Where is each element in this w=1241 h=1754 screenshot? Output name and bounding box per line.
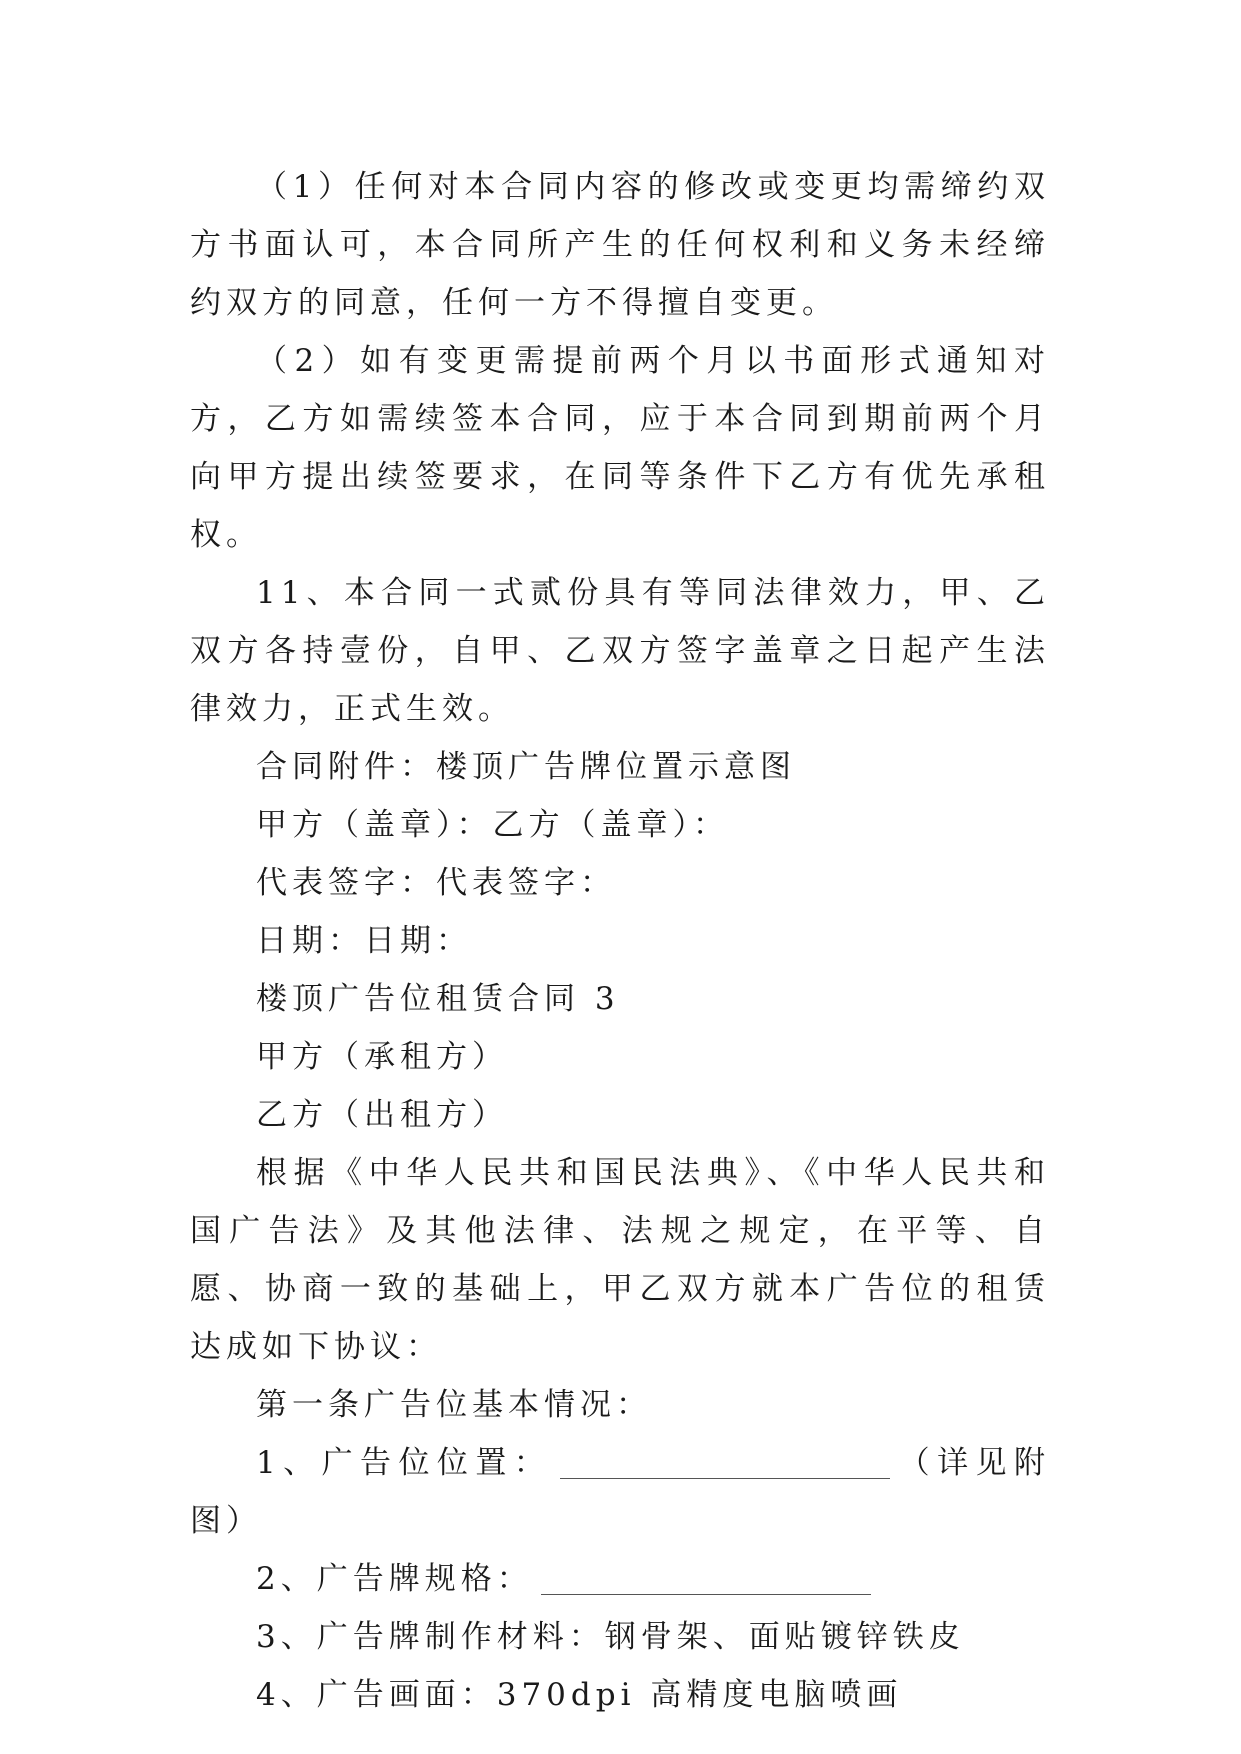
preamble-paragraph: 根据《中华人民共和国民法典》、《中华人民共和国广告法》及其他法律、法规之规定，在平等、自愿、协商一致的基础上，甲乙双方就本广告位的租赁达成如下协议： xyxy=(190,1155,1050,1365)
item-size-label: 2、广告牌规格： xyxy=(256,1561,533,1597)
date-line: 日期：日期： xyxy=(256,923,472,959)
item-location-label: 1、广告位位置： xyxy=(256,1445,553,1481)
signature-line: 代表签字：代表签字： xyxy=(256,865,616,901)
paragraph-renewal-clause: （2）如有变更需提前两个月以书面形式通知对方，乙方如需续签本合同，应于本合同到期前两个月向甲方提出续签要求，在同等条件下乙方有优先承租权。 xyxy=(190,343,1050,553)
size-blank-line xyxy=(541,1564,871,1595)
location-blank-line xyxy=(560,1448,890,1479)
attachment-line: 合同附件：楼顶广告牌位置示意图 xyxy=(256,749,796,785)
party-b-line: 乙方（出租方） xyxy=(256,1097,508,1133)
item-location xyxy=(190,1434,1050,1550)
seal-line: 甲方（盖章）：乙方（盖章）： xyxy=(256,807,729,843)
party-a-line: 甲方（承租方） xyxy=(256,1039,508,1075)
contract-title: 楼顶广告位租赁合同 3 xyxy=(256,981,620,1017)
item-material: 3、广告牌制作材料：钢骨架、面贴镀锌铁皮 xyxy=(256,1619,965,1655)
paragraph-modification-clause: （1）任何对本合同内容的修改或变更均需缔约双方书面认可，本合同所产生的任何权利和义务未经缔约双方的同意，任何一方不得擅自变更。 xyxy=(190,169,1050,321)
item-print: 4、广告画面：370dpi 高精度电脑喷画 xyxy=(256,1677,903,1713)
paragraph-copies-clause: 11、本合同一式贰份具有等同法律效力，甲、乙双方各持壹份，自甲、乙双方签字盖章之日起产生法律效力，正式生效。 xyxy=(190,575,1050,727)
article-one-heading: 第一条广告位基本情况： xyxy=(256,1387,652,1423)
document-body xyxy=(190,158,1050,1724)
item-size xyxy=(190,1550,1050,1608)
item-location-suffix: （详见附图） xyxy=(190,1445,1050,1539)
